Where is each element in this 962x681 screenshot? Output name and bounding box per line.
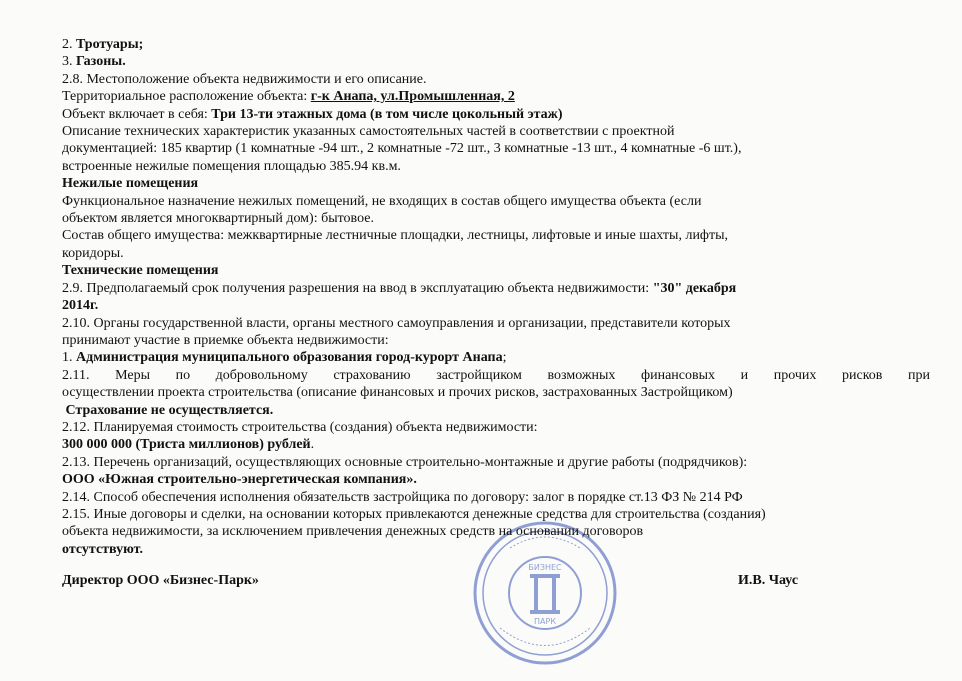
tech-description-line-3: встроенные нежилые помещения площадью 385.94 кв.м. (62, 158, 401, 174)
signature-row (62, 572, 930, 594)
svg-text:БИЗНЕС: БИЗНЕС (528, 563, 562, 572)
administration-item: 1. Администрация муниципального образования город-курорт Анапа; (62, 350, 507, 366)
item-sidewalks: 2. Тротуары; (62, 37, 144, 52)
director-title: Директор ООО «Бизнес-Парк» (62, 573, 259, 589)
director-name: И.В. Чаус (738, 573, 799, 589)
common-property-line-1: Состав общего имущества: межквартирные лестничные площадки, лестницы, лифтовые и иные шахты, лифты, (62, 228, 729, 244)
planned-cost: 300 000 000 (Триста миллионов) рублей. (62, 437, 315, 453)
functional-purpose-line-2: объектом является многоквартирный дом): бытовое. (62, 211, 374, 227)
non-residential-heading: Нежилые помещения (62, 176, 199, 192)
functional-purpose-line-1: Функциональное назначение нежилых помещений, не входящих в состав общего имущества объекта (если (62, 193, 702, 209)
svg-text:ПАРК: ПАРК (534, 617, 556, 626)
section-2-8-heading: 2.8. Местоположение объекта недвижимости и его описание. (62, 71, 427, 87)
section-2-12: 2.12. Планируемая стоимость строительства (создания) объекта недвижимости: (62, 419, 538, 435)
absent-statement: отсутствуют. (62, 541, 143, 557)
insurance-status: Страхование не осуществляется. (65, 402, 274, 418)
tech-description-line-1: Описание технических характеристик указанных самостоятельных частей в соответствии с проектной (62, 124, 675, 140)
section-2-11-line-1: 2.11. Меры по добровольному страхованию застройщиком возможных финансовых и прочих рисков при (62, 367, 930, 383)
section-2-11-line-2: осуществлении проекта строительства (описание финансовых и прочих рисков, застрахованных Застройщиком) (62, 385, 733, 401)
section-2-9-line-2: 2014г. (62, 298, 99, 314)
common-property-line-2: коридоры. (62, 245, 124, 261)
section-2-9-line-1: 2.9. Предполагаемый срок получения разрешения на ввод в эксплуатацию объекта недвижимости: "30" декабря (62, 280, 737, 296)
document-body (62, 36, 930, 594)
technical-premises-heading: Технические помещения (62, 263, 219, 279)
section-2-13: 2.13. Перечень организаций, осуществляющих основные строительно-монтажные и другие работы (подрядчиков): (62, 454, 748, 470)
contractor-name: ООО «Южная строительно-энергетическая компания». (62, 472, 417, 488)
section-2-10-line-2: принимают участие в приемке объекта недвижимости: (62, 332, 389, 348)
tech-description-line-2: документацией: 185 квартир (1 комнатные -94 шт., 2 комнатные -72 шт., 3 комнатные -13 шт., 4 комнатные -6 шт.), (62, 141, 742, 157)
section-2-15-line-1: 2.15. Иные договоры и сделки, на основании которых привлекаются денежные средства для строительства (создания) (62, 506, 766, 522)
section-2-14: 2.14. Способ обеспечения исполнения обязательств застройщика по договору: залог в порядке ст.13 ФЗ № 214 РФ (62, 489, 743, 505)
section-2-15-line-2: объекта недвижимости, за исключением привлечения денежных средств на основании договоров (62, 524, 644, 540)
object-includes: Объект включает в себя: Три 13-ти этажных дома (в том числе цокольный этаж) (62, 106, 563, 122)
item-lawns: 3. Газоны. (62, 54, 126, 70)
section-2-10-line-1: 2.10. Органы государственной власти, органы местного самоуправления и организации, представители которых (62, 315, 731, 331)
territorial-location: Территориальное расположение объекта: г-к Анапа, ул.Промышленная, 2 (62, 89, 515, 105)
